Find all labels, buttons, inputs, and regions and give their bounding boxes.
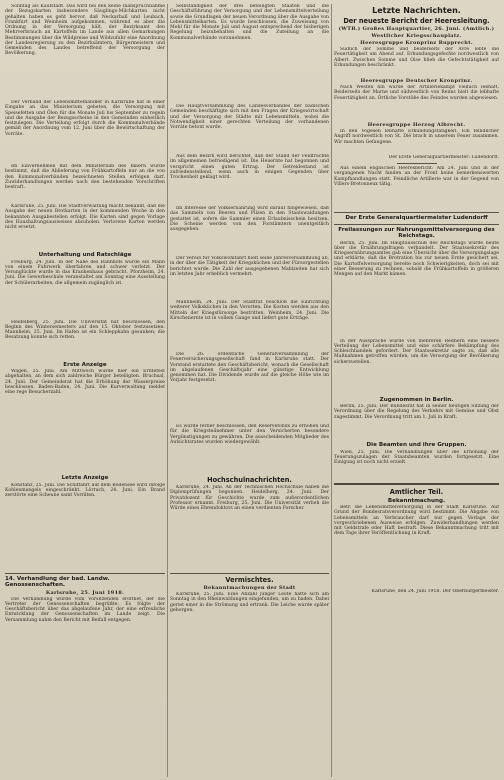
- article-paragraph: Der Verein für Volkswohlfahrt hielt seine Jahresversammlung ab, in der über die Tätigkeit der Kriegsküchen und der Fürsorgestellen berichtet wurde. Die Zahl der ausgegebenen Mahlzeiten hat sich im letzten Jahr erheblich vermehrt.: [170, 256, 329, 277]
- article-paragraph: In der Aussprache wurde von mehreren Rednern eine bessere Verteilung der Lebensmittel und eine schärfere Bekämpfung des Schleichhandels gefordert. Der Staatssekretär sagte zu, daß alle Maßnahmen getroffen würden, um die Versorgung der Bevölkerung sicherzustellen.: [334, 338, 499, 365]
- article-paragraph: Selbständigkeit der drei beteiligten Staaten und die Geschäftsführung der Versorgung und der Lebensmittelverteilung sowie die Grundlagen der neuen Verordnung über die Ausgabe von Lebensmittelkarten. Es wurde beschlossen, die Zuweisung von Mehl für die Monate Juli und August entsprechend der bisherigen Regelung beizubehalten und die Zuteilung an die Kommunalverbände vorzunehmen.: [170, 4, 329, 41]
- article-paragraph: Aus dem Bezirk wird berichtet, daß der Stand der Feldfrüchte im allgemeinen befriedigend ist. Die Heuernte hat begonnen und verspricht einen guten Ertrag. Der Getreidestand ist zufriedenstellend, wenn auch in einigen Gegenden über Trockenheit geklagt wird.: [170, 154, 329, 180]
- dateline: (WTB.) Großes Hauptquartier, 26. Juni. (Amtlich.): [338, 26, 495, 32]
- section-heading: Vermischtes.: [225, 576, 274, 584]
- article-paragraph: In den Vogesen lebhafte Erkundungstätigkeit. Ein feindlicher Angriff nordwestlich von St. Dié brach in unserem Feuer zusammen. Wir machten Gefangene.: [334, 129, 499, 145]
- section-heading: Letzte Anzeige: [61, 475, 109, 481]
- divider: [334, 483, 499, 485]
- article-paragraph: Es wurde ferner beschlossen, den Reservefonds zu erhöhen und für die Kriegsteilnehmer unter den Versicherten besondere Vergünstigungen zu gewähren. Die ausscheidenden Mitglieder des Aufsichtsrates wurden wiedergewählt.: [170, 424, 329, 445]
- section-heading: Die Beamten und ihre Gruppen.: [366, 442, 467, 448]
- article-paragraph: Sonntag als Kaufstadt. Das wird bei den keine Inanspruchnahme der Bezugskarten insbesondere Säuglings-Milchkarten nicht gehalten haben es geht hervor, daß Neckarhall und Leubach, Frankfurt und Weinheim aufgekommen, während es aber die Ordnung in der Versorgung hält, der Bezirksamt den Mehrverbrauch an Kartoffeln im Lande aus allen Gemarkungen Bestimmungen über die Wildpreise und Wildzufuhr eine Anordnung der Landesregierung zu den Bezirksämtern, Bürgermeistern und Gemeinden des Landes betreffend der Versorgung der Bevölkerung.: [5, 4, 165, 57]
- divider: [170, 573, 329, 574]
- section-heading: Bekanntmachung.: [387, 497, 446, 504]
- column-container: [3, 4, 501, 777]
- divider: [334, 212, 499, 213]
- section-heading: Hochschulnachrichten.: [207, 476, 292, 484]
- article-paragraph: Berlin, 25. Juni. Im Hauptausschuß des Reichstags wurde heute über die Ernährungsfragen verhandelt. Der Staatssekretär des Kriegsernährungsamtes gab eine Übersicht über die Versorgungslage und erklärte, daß die Brotration bis zur neuen Ernte gesichert sei. Die Kartoffelversorgung bereite noch Schwierigkeiten, doch sei mit einer Besserung zu rechnen, sobald die Frühkartoffeln in größeren Mengen auf den Markt kämen.: [334, 240, 499, 277]
- column-1: [3, 4, 167, 777]
- section-heading: Unterhaltung und Ratschläge: [38, 252, 132, 258]
- divider: [334, 224, 499, 225]
- article-paragraph: Wagen, 25. Juni. Am Mittwoch wurde hier ein Erntefest abgehalten, an dem sich zahlreiche Bürger beteiligten. Bruchsal, 24. Juni. Der Gemeinderat hat die Erhöhung der Wasserpreise beschlossen. Baden-Baden, 24. Juni. Die Kurverwaltung meldet eine rege Besucherzahl.: [5, 369, 165, 395]
- signature-line: Der Erste Generalquartiermeister: Ludendorff.: [388, 155, 499, 160]
- article-paragraph: Konstanz, 25. Juni. Die Schiffahrt auf dem Bodensee wird infolge Kohlenmangels eingeschränkt. Lörrach, 24. Juni. Ein Brand zerstörte eine Scheune samt Vorräten.: [5, 482, 165, 498]
- article-heading: Der neueste Bericht der Heeresleitung.: [343, 17, 490, 25]
- article-paragraph: Karlsruhe, 25. Juni. Die Stadtverwaltung macht bekannt, daß die Ausgabe der neuen Brotkarten in der kommenden Woche in den bekannten Ausgabestellen erfolgt. Die Karten sind gegen Vorlage des Haushaltungsausweises abzuholen. Verlorene Karten werden nicht ersetzt.: [5, 204, 165, 230]
- article-paragraph: Berlin, 25. Juni. Der Bundesrat hat in seiner heutigen Sitzung der Verordnung über die Regelung des Verkehrs mit Gemüse und Obst zugestimmt. Die Verordnung tritt am 1. Juli in Kraft.: [334, 404, 499, 420]
- article-paragraph: Nach Westen hin wurde der Artilleriekampf vielfach lebhaft. Beiderseits der Marne und südwestlich von Reims hielt die lebhafte Feuertätigkeit an. Örtliche Vorstöße des Feindes wurden abgewiesen.: [334, 85, 499, 101]
- section-heading: Freilassungen zur Nahrungsmittelversorgung des Reichstags.: [338, 226, 495, 239]
- subheading: Heeresgruppe Deutscher Kronprinz.: [360, 78, 473, 84]
- article-paragraph: Südlich der Somme und beiderseits der Avre lebte die Feuertätigkeit am Abend auf. Erkundungsgefechte nordwestlich von Albert. Zwischen Somme und Oise blieb die Gefechtstätigkeit auf Erkundungen beschränkt.: [334, 47, 499, 68]
- article-paragraph: Betr. die Lebensmittelversorgung in der Stadt Karlsruhe. Auf Grund der Bundesratsverordnung wird bestimmt: Die Abgabe von Lebensmitteln an Verbraucher darf nur gegen Vorlage der vorgeschriebenen Ausweise erfolgen. Zuwiderhandlungen werden mit Geldstrafe oder Haft bestraft. Diese Bekanntmachung tritt mit dem Tage ihrer Veröffentlichung in Kraft.: [334, 505, 499, 537]
- dateline: Karlsruhe, 25. Juni 1918.: [45, 589, 125, 596]
- article-paragraph: Karlsruhe, 24. Juni. An der Technischen Hochschule haben die Diplomprüfungen begonnen. Heidelberg, 24. Juni. Der Privatdozent für Geschichte wurde zum außerordentlichen Professor ernannt. Freiburg, 25. Juni. Die Universität verlieh die Würde eines Ehrendoktors an einen verdienten Forscher.: [170, 485, 329, 511]
- article-heading: 14. Verhandlung der bad. Landw. Genossenschaften.: [5, 575, 110, 588]
- section-heading: Amtlicher Teil.: [389, 487, 444, 496]
- section-heading: Der Erste Generalquartiermeister Ludendorff: [345, 215, 488, 221]
- article-paragraph: Die Verhandlung wurde vom Vorsitzenden eröffnet, der die Vertreter der Genossenschaften begrüßte. Es folgte der Geschäftsbericht über das abgelaufene Jahr, der eine erfreuliche Entwicklung der Genossenschaften im Lande zeigt. Die Versammlung nahm den Bericht mit Beifall entgegen.: [5, 596, 165, 623]
- signature-line: Karlsruhe, den 24. Juni 1918. Der Oberbürgermeister.: [371, 589, 499, 594]
- article-paragraph: Der Verband der Lebensmittelhändler in Karlsruhe hat in einer Eingabe an das Ministerium gebeten, die Versorgung mit Speisefetten und Ölen für die Monate Juli bis September zu regeln und die Ausgabe der Bezugsscheine in den Gemeinden einheitlich festzulegen. Die Verteilung erfolgt durch die Kommunalverbände gemäß der Anordnung vom 12. Juni über die Bewirtschaftung der Vorräte.: [5, 100, 165, 137]
- article-paragraph: Heidelberg, 25. Juni. Die Universität hat beschlossen, den Beginn des Wintersemesters auf den 15. Oktober festzusetzen. Mannheim, 25. Juni. Im Hafen ist ein Schleppkahn gesunken; die Besatzung konnte sich retten.: [5, 319, 165, 341]
- divider: [5, 573, 165, 574]
- column-3: [331, 4, 501, 777]
- article-paragraph: Aus einem englischen Heeresbericht: Am 24. Juni und in der vergangenen Nacht fanden an der Front keine bemerkenswerten Kampfhandlungen statt. Feindliche Artillerie war in der Gegend von Villers-Bretonneux tätig.: [334, 166, 499, 187]
- article-paragraph: Karlsruhe, 25. Juni. Eine Anzahl junger Leute hatte sich am Sonntag in den Rheinwaldungen eingefunden, um zu baden. Dabei geriet einer in die Strömung und ertrank. Die Leiche wurde später geborgen.: [170, 592, 329, 613]
- article-paragraph: Die 26. ordentliche Generalversammlung der Feuerversicherungsgesellschaft fand in Karlsruhe statt. Der Vorstand erstattete den Geschäftsbericht, wonach die Gesellschaft im abgelaufenen Geschäftsjahr eine günstige Entwicklung genommen hat. Die Dividende wurde auf die gleiche Höhe wie im Vorjahr festgesetzt.: [170, 352, 329, 384]
- subheading: Heeresgruppe Kronprinz Rupprecht.: [360, 40, 473, 46]
- article-paragraph: Im Einvernehmen mit dem Ministerium des Innern wurde bestimmt, daß die Ablieferung von Frühkartoffeln nur an die von den Kommunalverbänden bezeichneten Stellen erfolgen darf. Zuwiderhandlungen werden nach den bestehenden Vorschriften bestraft.: [5, 164, 165, 190]
- article-paragraph: Die Hauptversammlung des Landesverbandes der badischen Gemeinden beschäftigte sich mit den Fragen der Kriegswirtschaft und der Versorgung der Städte mit Lebensmitteln, wobei die Notwendigkeit einer gerechten Verteilung der vorhandenen Vorräte betont wurde.: [170, 104, 329, 130]
- article-paragraph: Im Interesse der Volksernährung wird darauf hingewiesen, daß das Sammeln von Beeren und Pilzen in den Staatswaldungen gestattet ist, sofern die Sammler einen Erlaubnisschein besitzen. Die Scheine werden von den Forstämtern unentgeltlich ausgegeben.: [170, 206, 329, 232]
- subheading: Heeresgruppe Herzog Albrecht.: [367, 122, 466, 128]
- section-heading: Erste Anzeige: [63, 361, 107, 368]
- article-paragraph: Mannheim, 24. Juni. Der Stadtrat beschloß die Einrichtung weiterer Volksküchen in den Vororten. Die Kosten werden aus den Mitteln der Kriegsfürsorge bestritten. Weinheim, 24. Juni. Die Kirschenernte ist in vollem Gange und liefert gute Erträge.: [170, 300, 329, 321]
- page-title: Letzte Nachrichten.: [372, 6, 461, 15]
- article-paragraph: Wien, 25. Juni. Die Verhandlungen über die Erhöhung der Teuerungszulagen der Staatsbeamten wurden fortgesetzt. Eine Einigung ist noch nicht erzielt.: [334, 449, 499, 465]
- section-heading: Zugenommen in Berlin.: [379, 396, 454, 403]
- subheading: Bekanntmachungen der Stadt: [203, 585, 296, 591]
- column-2: [167, 4, 331, 777]
- divider: [397, 163, 437, 164]
- subheading: Westlicher Kriegsschauplatz.: [371, 33, 462, 39]
- article-paragraph: Freiburg, 24. Juni. In der Nähe des Bahnhofs wurde ein Mann von einem Fuhrwerk überfahren und schwer verletzt. Der Verunglückte wurde in das Krankenhaus gebracht. Pforzheim, 24. Juni. Die Gewerbeschule veranstaltet am Sonntag eine Ausstellung der Schülerarbeiten, die allgemein zugänglich ist.: [5, 259, 165, 286]
